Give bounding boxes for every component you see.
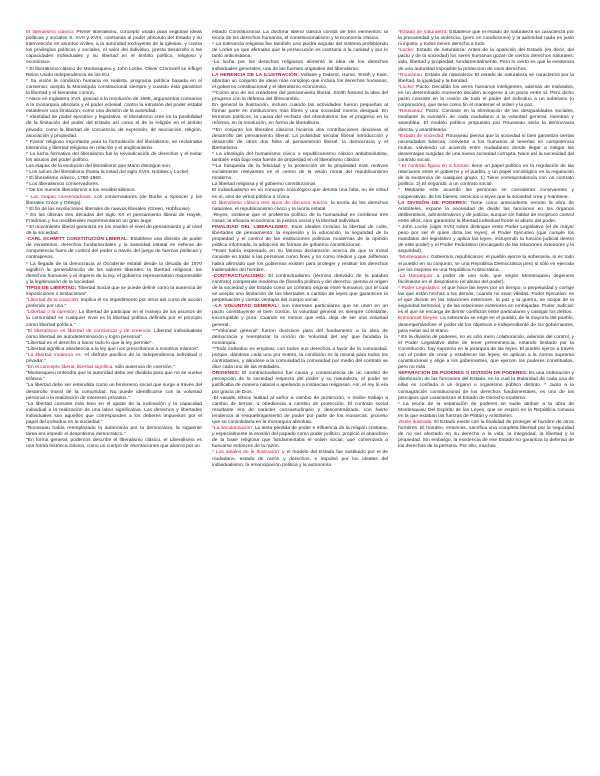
paragraph: En general la Ilustración, incluso cuando las actividades fueron pequeñas al formar parte en instituciones más libres y una sociedad menos desigual. En términos políticos, la causa del rechazo del Absolutismo fue el progreso en la reforma, en la revolución, en forma de liberalismo.: [212, 103, 388, 127]
column-2: [212, 30, 388, 766]
paragraph: FINALIDAD DEL LIBERALISMO: Esos ideales incluían la libertad de culto, libertades de pensamiento, la expresión y la educación, la seguridad de la propiedad y el control de las instituciones políticas modernas de la opinión pública informada, la adopción de formas de gobierno constitucional.: [212, 225, 388, 249]
paragraph: * Los ideales de la Ilustración: y el modelo del Estado fue sustituido por el de ciudadano, estado de razón y derechos, e impulsó por los ideales del individualismo, la emancipación política y la autonomía: [212, 450, 388, 468]
paragraph: -CARL SCHMITT CONSTITUCIÓN LIBERAL: Establece una división de poder de ministerios, derechos fundamentales y la autoridad estatal en esferas de competencia fuera de control del poder a través del juego de fuerzas políticas y contrapesos.: [26, 237, 202, 261]
paragraph: *Locke: Estado de naturaleza: Antes de la aparición del Estado (es decir, del pacto y de la sociedad) los seres humanos gozan de ciertos derechos naturales: vida, libertad y propiedad, fundamentalmente. Pero lo cierto es que la existencia de una autoridad imposible la protección de esos derechos.: [398, 48, 574, 72]
paragraph: *Estado de sociedad: Rousseau piensa que la sociedad sí bien garantiza ciertas necesidades básicas, convierte a los humanos al tenerlas en competencia mutua, volviendo un acuerdo entre ciudadanos donde llegar a mitigar las desventajas surgidas de una nueva sociedad corrupta. Nace así la necesidad del contrato social.: [398, 133, 574, 163]
paragraph: * John Locke (siglo XVII) sobre distingue entre Poder Legislativo (el de mayor peso por ser él quien dicta las leyes), el Poder Ejecutivo (que cumple los mandatos del legislativo y aplica las leyes, incluyendo la función judicial dentro de este poder) y el Poder Federativo (encargado de las relaciones exteriores y la seguridad).: [398, 225, 574, 255]
paragraph: * De los nuevos liberalismos a los neoliberalismos.: [26, 188, 136, 194]
paragraph: El liberalismo clásico tres tipos de discurso teórico: la teoría de los derechos naturales, el republicanismo cívico y la teoría estatal.: [212, 200, 388, 212]
paragraph: * Nace en Inglaterra XVII, gracias a la revolución de 1688, argumentos contrarios a la monarquía absoluta y el poder eclesial, contra la intrusión del poder estatal establecer una limitación, como una división de la autoridad.: [26, 97, 202, 115]
paragraph: **Como uno de los creadores del pensamiento liberal, Smith fusionó la idea del progreso con la defensa del librecambio.: [212, 90, 388, 103]
paragraph: *Rousseau: Pacto: Consiste en la eliminación de las desigualdades sociales, mediante la sumisión de cada ciudadano a la voluntad general, mientras y asamblea. El modelo político propuesto por Rousseau sería la democracia directa, y asamblearia.: [398, 109, 574, 133]
paragraph: **Todo individuo es emplear, con todos sus derechos a favor de la comunidad, porque, dándose cada uno por entero, la condición es la misma para todos los contratantes, y dándose a la comunidad la comunidad por medio del contrato se dice cada uno de las entidades.: [212, 346, 388, 371]
paragraph: -El vasallo ofrece lealtad al señor a cambio de protección, o recibe trabajo a cambio de tierras, u obediencia a cambio de protección. El contrato social resultante era de carácter consuetudinario y descentralizado, con fuerte tendencia al resquebrajamiento de poder por parte de los monarcas, proceso que se consolidaría en la monarquía absoluta.: [212, 395, 388, 425]
paragraph: "En forma general, podemos describir el liberalismo clásico, el Liberalismo es una forma histórica clásica, como un cuerpo de orientaciones que abarca por un: [26, 438, 202, 450]
paragraph: **En conjunto los liberales clásicos hicieron dos contribuciones decisivas al desarrollo del pensamiento liberal: La polaridad secular liberal introducción y desarrollo de otros dos hilos al pensamiento liberal: la democracia y el libertarismo.: [212, 127, 388, 151]
paragraph: "La libertad consiste más bien en el ajuste de la inclinación y la capacidad individual a la realización de una labor significativa. Los derechos y libertades individuales son aquellos que corresponden a los deberes impuestos por el papel del individuo en la sociedad.": [26, 401, 202, 425]
paragraph: **"Voluntad general" fueron decisivos para del fundamento a la idea de democracia y reemplazar la noción de 'voluntad del rey' que fundaba la monarquía.: [212, 328, 388, 346]
paragraph: * Las etapas conservadoras: Los conservadores (de Burke a Spencer y los liberales Croce y Ortega).: [26, 194, 202, 206]
paragraph: * El movimiento liberal garantiza en los niveles el nivel de pensamiento y al nivel de la sociedad.: [26, 225, 202, 237]
paragraph: * El liberalismo clásico de Montesquieu y John Locke, Oliver Cromwell se influyó Reino Unido Independencia de los EU.: [26, 66, 202, 78]
paragraph: *Estado de naturaleza: Establece que el estado de naturaleza se caracteriza por la precariedad y la violencia, (pero en condiciones) y la autoridad nada es justo ni injusto, y todos tienen derecho a todo.: [398, 30, 574, 48]
paragraph: **Kant había expresado en su famosa declaración acerca de que la moral consiste en tratar a las personas como fines y no como medios y que Jefferson había afirmado que los gobiernos existen para proteger y restituir los derechos inalienables del hombre.: [212, 249, 388, 273]
paragraph: estado Constitucional. La doctrina liberal clásica consta de tres elementos: la teoría de los derechos humanos, el constitucionalismo y la economía clásica.: [212, 30, 388, 42]
paragraph: LA DIVISIÓN DE PODERES: Tiene como antecedente remoto la obra de Aristóteles, expone la necesidad de dividir las funciones en los órganos deliberativos, administrativos y de justicia, aunque sin hablar de recíproco control entre ellos, sino garantizar la libertad individual frente al abuso del poder.: [398, 200, 574, 224]
paragraph: -Reyes, sostiene que el problema político de la humanidad es combinar tres cosas: la eficacia económica, la justicia social y la libertad individual.: [212, 212, 388, 224]
paragraph: * El liberalismo clásico, 1780-1860.: [26, 176, 103, 182]
column-1: [26, 30, 202, 766]
paragraph: "Montesquieu entendía que la autoridad debe ser dividida para que no se vuelva tiránica.": [26, 371, 202, 383]
paragraph: *Montesquieu: Gobiernos republicanos: el pueblo ejerce la soberanía, si es todo el pueblo en su conjunto, se una República Democrática pero si sólo es ejercida por los mejores es una República Aristocrática.: [398, 255, 574, 273]
paragraph: * La lucha formativa del liberalismo fue la reivindicación de derechos y el evitar los abusos del poder político.: [26, 151, 202, 163]
paragraph: * La ideología del humanismo cívico o republicanismo clásico antiabsolutista, también está bajo esta fuente de propiedad en el liberalismo clásico.: [212, 151, 388, 163]
paragraph: "La libertad debe ser entendida como un fenómeno social que surge a través del desarrollo moral de la comunidad. No puede identificarse con la voluntad personal o la realización de intereses privados.": [26, 383, 202, 401]
paragraph: Emmanuel Sieyès: La soberanía se erige en el pueblo, de la mayoría del pueblo, desempeñándose el poder de los objetivos e independiente de los gobernantes, para evitar así el tirano.: [398, 316, 574, 334]
paragraph: *Rousseau: Estado de naturaleza: El estado de naturaleza se caracteriza por la libertad, la igualdad y la bondad.: [398, 72, 574, 84]
paragraph: Visión ilustrada: El Estado existe con la finalidad de proteger al hombre de otros hombres. El hombre, entonces, sacrifica una completa libertad por la seguridad de no ser afectado en su derecho a la vida, la integridad, la libertad y la propiedad. Sin embargo, la existencia de ese Estado no garantiza la defensa de los derechos de la persona. Por ello, muchas: [398, 420, 574, 450]
column-3: [398, 30, 574, 766]
paragraph: * Factor religioso importante para la formulación del liberalismo, se reclamaba tolerancia y libertad religiosa en relación y el anglicanismo.: [26, 139, 202, 151]
paragraph: * El fin de las revoluciones liberales de nuevos liberales (Green, Hobhouse).: [26, 206, 192, 212]
paragraph: "Libertad es el derecho a hacer todo lo que la ley permite".: [26, 340, 153, 346]
paragraph: "Libertad de la coacción: implica el no impedimento por otros del curso de acción preferido por uno.": [26, 298, 202, 310]
paragraph: "La libertad moderna es: 'el disfrute pacífico de la independencia individual o privada'.": [26, 352, 202, 365]
paragraph: * Los raíces del liberalismo (hasta la mitad del siglo XVIII, Hobbes y Locke).: [26, 170, 190, 176]
paragraph: "Libertad significa obediencia a la ley que nos prescribimos a nosotros mismos".: [26, 346, 200, 352]
paragraph: * La teoría de la separación de poderes se suele atribuir a la obra de Montesquieu Del Espíritu de las Leyes, que se inspiró en la República romana en la que estaban las fuerzas de Platón y Aristóteles.: [398, 401, 574, 419]
paragraph: **La búsqueda de la felicidad y la protección de la propiedad eran motivos socialmente relevantes en el centro de la visión moral del republicanismo moderno.: [212, 164, 388, 182]
paragraph: * Los liberalismos conservadores.: [26, 182, 100, 188]
paragraph: ORIGENES: El contractualismo fue causa y consecuencia de un cambio de percepción de la sociedad respecto del poder y su naturaleza, el poder se justificaba de manera natural o apelando a instancias religiosas. Así, el rey lo era por gracia de Dios.: [212, 371, 388, 395]
paragraph: "En el concepto liberal, libertad significa: sólo ausencia de coerción.": [26, 365, 175, 371]
paragraph: -La Monarquía: a poder de uno solo, que según Montesquieu degenera fácilmente en el despotismo (el abuso del poder).: [398, 273, 574, 285]
paragraph: TIPOS DE LIBERTAD: "libertad Social que se puede definir como la ausencia de imposiciones o limitaciones".: [26, 285, 202, 298]
paragraph: * El contrato figura en 2 formas: tiene un papel político en la regulación de las relaciones entre el gobierno y el pueblo, y un papel sociológico en la regulación de la existencia de cualquier grupo. 1) Tiene correspondencia con un contrato político. 2) El segundo, a un contrato social.: [398, 164, 574, 188]
paragraph: * Identidad de poder ejecutivo y legislativo, el liberalismo cree en la posibilidad de la limitación del poder del Estado así como el de la religión en el ámbito privado; como la libertad de conciencia, de expresión, de asociación, religión, asociación y propiedad.: [26, 115, 202, 139]
paragraph: * Su visión la condición humana es realista, programa política basada en el consenso; acepta la Monarquía constitucional siempre y cuando ésta garantice la libertad y el bienestar común.: [26, 78, 202, 96]
paragraph: SEPARACIÓN DE PODERES O DIVISIÓN DE PODERES: Es una ordenación y distribución de las funciones del Estado, en la cual la titularidad de cada una de ellas es confiada a un órgano u organismo público distinto. * Junto a la consagración constitucional de los derechos fundamentales, es uno de los principios que caracterizan el Estado de Derecho moderno.: [398, 371, 574, 401]
paragraph: * En la división de poderes, no es sólo mero colaboración, además del control, y el Poder Legislativo debe de tener preeminencia, estando limitado por la Constitución, hay supremo en la jerarquía de las leyes. El pueblo ejerce a través con el poder de crear y establecer las leyes; se aplican a la norma suprema constitucional y elige a los gobernantes, que ejercen los poderes constituidos, pero no más.: [398, 334, 574, 371]
paragraph: * Mediante este acuerdo las personas se consideran convivientes y cooperativas, de los bienes, servicios o leyes que la sociedad crea y mantiene.: [398, 188, 574, 200]
paragraph: * Poder Legislativo: el que hace las leyes por un tiempo, o perpetuidad y corrige las que están hechas a los demás, cuando no sean válidas. Poder Ejecutivo: es el que decide en las relaciones exteriores, la paz y la guerra, se ocupa de la seguridad territorial, y de las relaciones exteriores en embajadas. Poder Judicial: es el que se encarga de dirimir conflictos entre particulares y castigar los delitos.: [398, 285, 574, 316]
paragraph: * En las últimas tres décadas del siglo XX el pensamiento liberal de Hayek, Friedman y los neoliberales experimentaron un gran auge.: [26, 212, 202, 224]
paragraph: El individualismo es un concepto sociológico que denota una falta, no de virtud en sí, sino de virtud pública o cívica.: [212, 188, 388, 200]
paragraph: Las etapas de la evolución del liberalismo que Mann distingue son:: [26, 164, 172, 170]
paragraph: "Libertad o la opresión: La libertad de participar en el manejo de los asuntos de la comunidad se cualquier nivel es la libertad política definida por el principio como libertad política.": [26, 310, 202, 328]
paragraph: -CONTRACTUALISMO: El contractualismo (término derivado de la palabra contrato) comprende moderna de filosofía política y del derecho, piensa el origen de la sociedad y del Estado como un contrato original entre humanos, por el cual se acepta una limitación de las libertades a cambio de leyes que garanticen la perpetuación y ciertas ventajas del cuerpo social.: [212, 273, 388, 304]
paragraph: El liberalismo clásico: Primer liberalismo, concepto usado para englobar ideas políticas y sociales S. XVII y XVIII, contrarias al poder absoluto del Estado y su intervención en asuntos civiles, a la autoridad excluyente de la iglesias, y contra los privilegios políticos y sociales, el valor del individuo, presta desarrollo a las capacidades individuales y su libertad en el ámbito político, religioso y económico.: [26, 30, 202, 66]
paragraph: "Rousseau había reemplazado la autonomía por la democracia, la siguiente tarea era impedir el despotismo democrático.": [26, 426, 202, 438]
paragraph: *Locke: Pacto: Decidido los seres humanos inteligentes, además de malvados, en un determinado momento deciden acogerse a un pacto entre sí. Pero dicho pacto consiste en la cesión de todo el poder del individuo a un soberano (o corporación), que tiene como fin el mantener el orden y la paz.: [398, 84, 574, 109]
paragraph: --LA VOLUNTAD GENERAL: son intereses particulares que se unen en un pacto constituyente el bien común, la voluntad general es siempre constante, incorruptible y pura. Cuando es menos que esto, deja de ser una voluntad general.: [212, 304, 388, 328]
paragraph: *La secularización: La lenta pérdida de poder e influencia de la religión cristiana, y especialmente la erosión del papado como poder político, propició el abandono de la base religiosa que fundamentaba el orden social, que comenzará a buscarse entonces de la razón.: [212, 426, 388, 450]
paragraph: LA HERENCIA DE LA ILUSTRACIÓN: Voltaire y Diderot, Hume, Smith y Kant, abordan un conjunto de ideas más complejo que incluía los derechos humanos, el gobierno constitucional y el liberalismo económico.: [212, 72, 388, 90]
text-columns: [26, 30, 574, 766]
paragraph: * La tolerancia religiosa fue también una piedra angular del sistema prohibiendo de Locke ya que afirmaba que la persecución es contraria a la caridad y por lo tanto anticristiana.: [212, 42, 388, 60]
paragraph: "El liberalismo es libertad de conciencia y de creencia: Libertad individualista como libertad de autodeterminación y logro personal".: [26, 328, 202, 340]
paragraph: La libertad religiosa y el gobierno constitucional.: [212, 182, 317, 188]
paragraph: * La llegada de la democracia al Occidente estatal desde la década de 1870 significó la generalización de los valores liberales: la libertad religiosa, los derechos humanos y el imperio de la ley, el gobierno representativo responsable y la legitimación de la sociedad.: [26, 261, 202, 285]
paragraph: -La lucha por los derechos religiosos alimentó la idea de los derechos individuales generales, una de las fuentes originales del liberalismo.: [212, 60, 388, 72]
